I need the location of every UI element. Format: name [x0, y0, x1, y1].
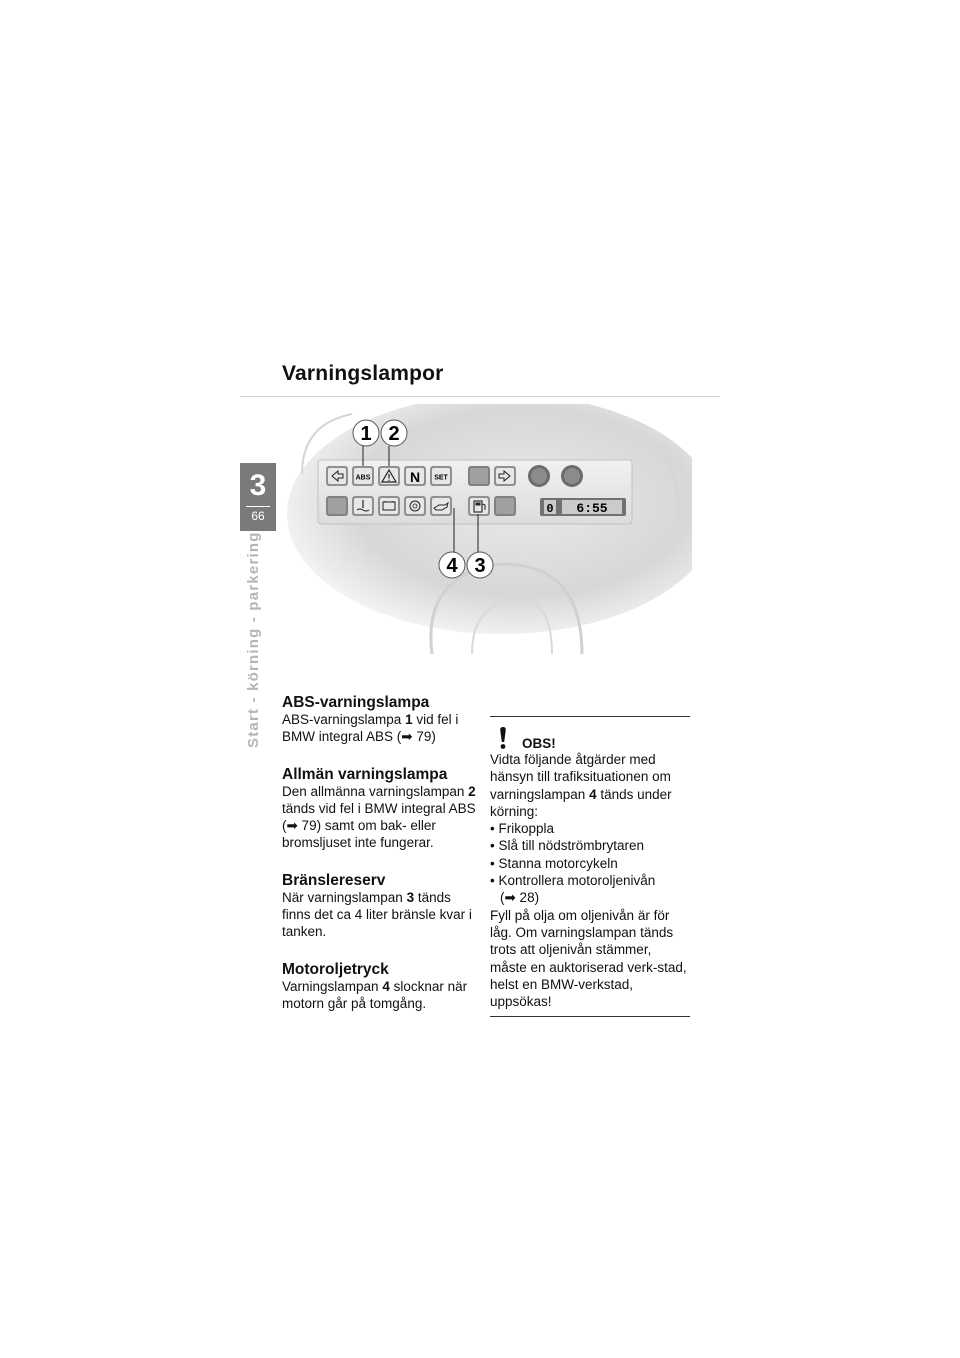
list-item: • Stanna motorcykeln [490, 855, 690, 872]
callout-2 [381, 420, 407, 446]
chapter-side-label: Start - körning - parkering [245, 531, 262, 748]
page-number: 66 [251, 509, 265, 523]
page-title: Varningslampor [282, 362, 444, 385]
callout-4 [439, 552, 465, 578]
title-divider [240, 396, 720, 397]
arrow-right-icon [494, 466, 516, 486]
blank-lamp [494, 496, 516, 516]
chapter-number: 3 [249, 469, 267, 502]
svg-text:ABS: ABS [355, 474, 371, 482]
battery-icon [378, 496, 400, 516]
clock-readout: 6:55 [576, 501, 608, 516]
oil-icon [430, 496, 452, 516]
section-heading: Motoroljetryck [282, 960, 389, 978]
section-heading: Bränslereserv [282, 871, 386, 889]
coolant-icon [352, 496, 374, 516]
section-text: ABS-varningslampa 1 vid fel i BMW integral ABS (➡ 79) [282, 712, 459, 745]
svg-text:2: 2 [388, 423, 400, 445]
left-column [282, 694, 482, 1032]
caution-exclamation-icon [490, 725, 516, 751]
section-text: När varningslampan 3 tänds finns det ca 4 liter bränsle kvar i tanken. [282, 889, 472, 940]
arrow-left-icon [326, 466, 348, 486]
round-button-left [528, 465, 550, 487]
svg-text:SET: SET [434, 474, 448, 482]
section-general-warning [282, 766, 482, 852]
svg-text:4: 4 [446, 555, 458, 577]
section-text: Den allmänna varningslampan 2 tänds vid fel i BMW integral ABS (➡ 79) samt om bak- eller bromsljuset inte fungerar. [282, 783, 476, 851]
section-abs [282, 694, 482, 746]
gear-indicator: 0 [546, 502, 554, 516]
section-heading: ABS-varningslampa [282, 694, 430, 711]
callout-3 [467, 552, 493, 578]
obs-note [490, 716, 690, 1017]
callout-1 [353, 420, 379, 446]
svg-text:N: N [409, 469, 421, 485]
list-item: • Frikoppla [490, 820, 690, 837]
obs-bullet-ref: (➡ 28) [500, 890, 540, 906]
obs-outro: Fyll på olja om oljenivån är för låg. Om varningslampan tänds trots att oljenivån stämmer, måste en auktoriserad verk-stad, helst en BMW-verkstad, uppsökas! [490, 907, 687, 1010]
neutral-icon [404, 466, 426, 486]
warning-lamp-figure [282, 404, 692, 654]
set-icon [430, 466, 452, 486]
section-fuel-reserve [282, 872, 482, 941]
section-oil-pressure [282, 961, 482, 1013]
list-item: • Slå till nödströmbrytaren [490, 837, 690, 854]
blank-lamp [468, 466, 490, 486]
fuel-icon [468, 496, 490, 516]
round-button-right [561, 465, 583, 487]
abs-icon [352, 466, 374, 486]
blank-lamp [326, 496, 348, 516]
engine-icon [404, 496, 426, 516]
obs-intro: Vidta följande åtgärder med hänsyn till trafiksituationen om varningslampan 4 tänds under körning: [490, 752, 672, 819]
list-item: • Kontrollera motoroljenivån [490, 872, 690, 889]
section-heading: Allmän varningslampa [282, 765, 448, 783]
obs-label: OBS! [522, 736, 556, 751]
warning-triangle-icon [378, 466, 400, 486]
section-text: Varningslampan 4 slocknar när motorn går på tomgång. [282, 978, 468, 1011]
obs-bullet-list [490, 820, 690, 889]
lcd-display [540, 498, 626, 516]
svg-text:1: 1 [360, 423, 372, 445]
svg-text:3: 3 [474, 555, 486, 577]
